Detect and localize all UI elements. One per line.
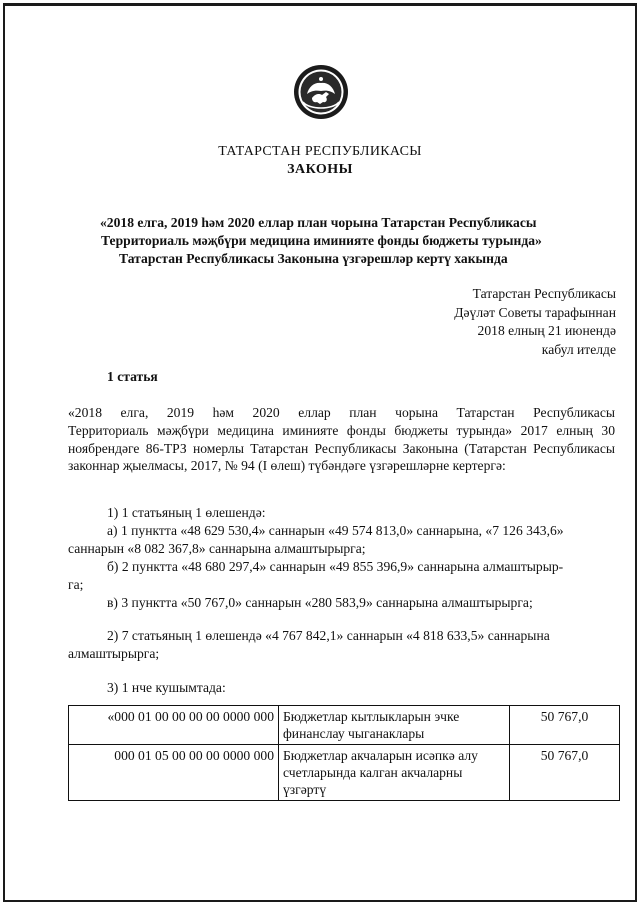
table-row (69, 745, 620, 801)
law-title-line-1: «2018 елга, 2019 һәм 2020 еллар план чорына Татарстан Республикасы (100, 215, 537, 230)
law-title-line-3: Татарстан Республикасы Законына үзгәрешләр кертү хакында (119, 251, 508, 266)
table-cell-code: «000 01 00 00 00 00 0000 000 (69, 706, 279, 745)
table-cell-amount: 50 767,0 (510, 706, 620, 745)
item-1a-line-1: а) 1 пунктта «48 629 530,4» саннарын «49 574 813,0» саннарына, «7 126 343,6» (107, 523, 564, 538)
law-title-line-2: Территориаль мәҗбүри медицина иминияте фонды бюджеты турында» (101, 233, 542, 248)
intro-paragraph: Территориаль мәҗбүри медицина иминияте фонды бюджеты турында» 2017 елның 30 ноябрендәге 86-ТРЗ номерлы Татарстан Республикасы Законына (Татарстан Республикасы законнар җыелмасы, 2017, № 94 (I өлеш) түбәндәге үзгәрешләрне кертергә: (68, 423, 615, 473)
table-cell-name: Бюджетлар кытлыкларын эчке финанслау чыганаклары (279, 706, 510, 745)
header-republic: ТАТАРСТАН РЕСПУБЛИКАСЫ (218, 144, 422, 159)
tatarstan-emblem-icon (293, 64, 349, 120)
header-law: ЗАКОНЫ (287, 162, 353, 177)
item-1b-line-1: б) 2 пунктта «48 680 297,4» саннарын «49 855 396,9» саннарына алмаштырыр- (107, 559, 564, 574)
item-1b-line-2: га; (68, 577, 84, 592)
item-1a-line-2: саннарын «8 082 367,8» саннарына алмаштырырга; (68, 541, 366, 556)
table-cell-name: Бюджетлар акчаларын исәпкә алу счетларында калган акчаларны үзгәртү (279, 745, 510, 801)
table-cell-amount: 50 767,0 (510, 745, 620, 801)
table-row (69, 706, 620, 745)
item-1: 1) 1 статьяның 1 өлешендә: (107, 505, 266, 520)
adoption-line: Татарстан Республикасы (472, 286, 616, 301)
table-cell-code: 000 01 05 00 00 00 0000 000 (69, 745, 279, 801)
item-1c: в) 3 пунктта «50 767,0» саннарын «280 583,9» саннарына алмаштырырга; (107, 595, 533, 610)
item-2-line-2: алмаштырырга; (68, 646, 160, 661)
item-2-line-1: 2) 7 статьяның 1 өлешендә «4 767 842,1» саннарын «4 818 633,5» саннарына (107, 628, 550, 643)
adoption-block (454, 285, 616, 359)
adoption-line: кабул ителде (541, 341, 616, 357)
adoption-line: 2018 елның 21 июнендә (477, 323, 616, 338)
adoption-line: Дәүләт Советы тарафыннан (454, 304, 616, 320)
item-3: 3) 1 нче кушымтада: (107, 680, 226, 695)
intro-first-line: «2018 елга, 2019 һәм 2020 еллар план чорына Татарстан Республикасы (68, 405, 615, 420)
appendix-table (68, 705, 620, 801)
article-heading: 1 статья (107, 369, 158, 384)
